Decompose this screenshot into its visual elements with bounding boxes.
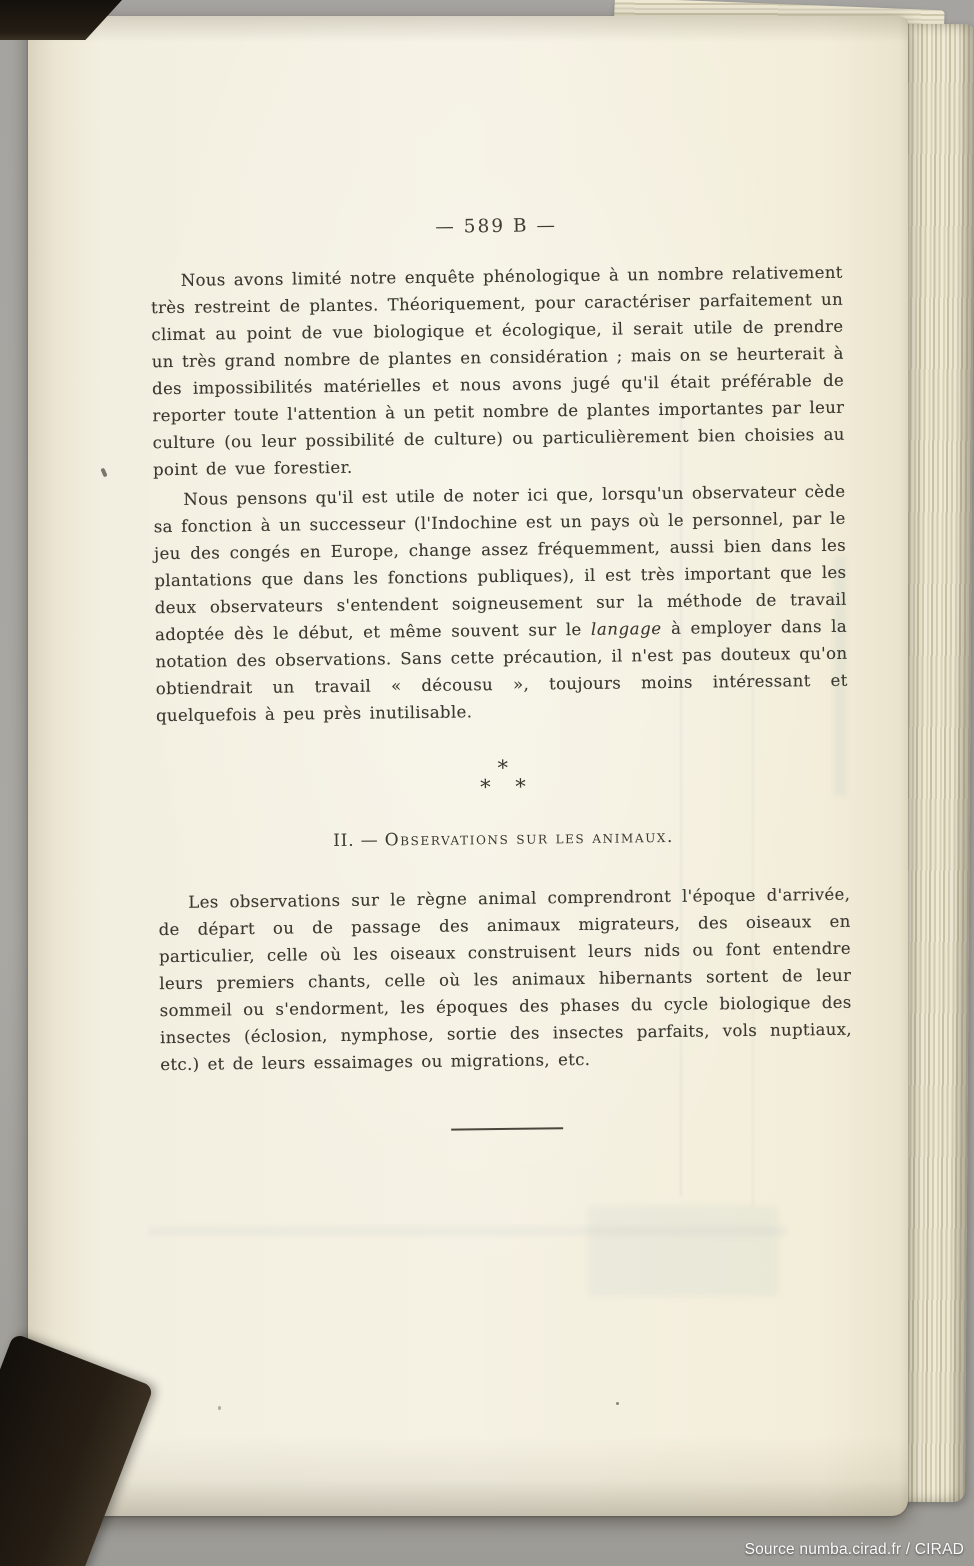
paragraph-2-text-continued: à employer dans la notation des observations. Sans cette précaution, il n'est pas douteux qu'on obtiendrait un travail « décousu », toujours moins intéressant et quelquefois à peu près inutilisable.: [155, 616, 848, 726]
asterism-divider: [157, 757, 849, 799]
page-content: [150, 212, 853, 1134]
source-watermark: Source numba.cirad.fr / CIRAD: [744, 1541, 964, 1558]
paragraph-observer-handover: [153, 478, 848, 729]
italic-word-langage: langage: [590, 619, 662, 639]
paragraph-animal-observations: Les observations sur le règne animal comprendront l'époque d'arrivée, de départ ou de passage des animaux migrateurs, des oiseaux en particulier, celle où les oiseaux construisent leurs nids ou font entendre leurs premiers chants, celle où les animaux hibernants sortent de leur sommeil ou s'endorment, les époques des phases du cycle biologique des insectes (éclosion, nymphose, sortie des insectes parfaits, vols nuptiaux, etc.) et de leurs essaimages ou migrations, etc.: [158, 884, 853, 1075]
scan-speck: [218, 1406, 221, 1410]
end-of-section-rule: [451, 1127, 563, 1130]
scan-speck: [100, 468, 107, 478]
paragraph-phenology-scope: Nous avons limité notre enquête phénologique à un nombre relativement très restreint de plantes. Théoriquement, pour caractériser parfaitement un climat au point de vue biologique et écologique, il serait utile de prendre un très grand nombre de plantes en considération ; mais on se heurterait à des impossibilités matérielles et nous avons jugé qu'il était préférable de reporter toute l'attention à un petit nombre de plantes importantes par leur culture (ou leur possibilité de culture) ou particulièrement bien choisies au point de vue forestier.: [150, 262, 845, 480]
section-title: Observations sur les animaux.: [384, 826, 675, 851]
page-number: — 589 B —: [435, 215, 558, 238]
asterisk-bottom-pair: * *: [479, 774, 535, 800]
section-number: II. —: [333, 830, 385, 852]
bleed-through-line: [148, 1226, 788, 1236]
paragraph-2-text: Nous pensons qu'il est utile de noter ici que, lorsqu'un observateur cède sa fonction à un successeur (l'Indochine est un pays où le personnel, par le jeu des congés en Europe, change assez fréquemment, aussi bien dans les plantations que dans les fonctions publiques), il est très important que les deux observateurs s'entendent soigneusement sur la méthode de travail adoptée dès le début, et même souvent sur le: [153, 481, 847, 645]
book-page: [28, 16, 908, 1516]
bleed-through-smudge: [588, 1206, 778, 1296]
section-heading: [158, 825, 850, 853]
asterisk-top: *: [497, 755, 509, 781]
scan-speck: [616, 1402, 619, 1405]
